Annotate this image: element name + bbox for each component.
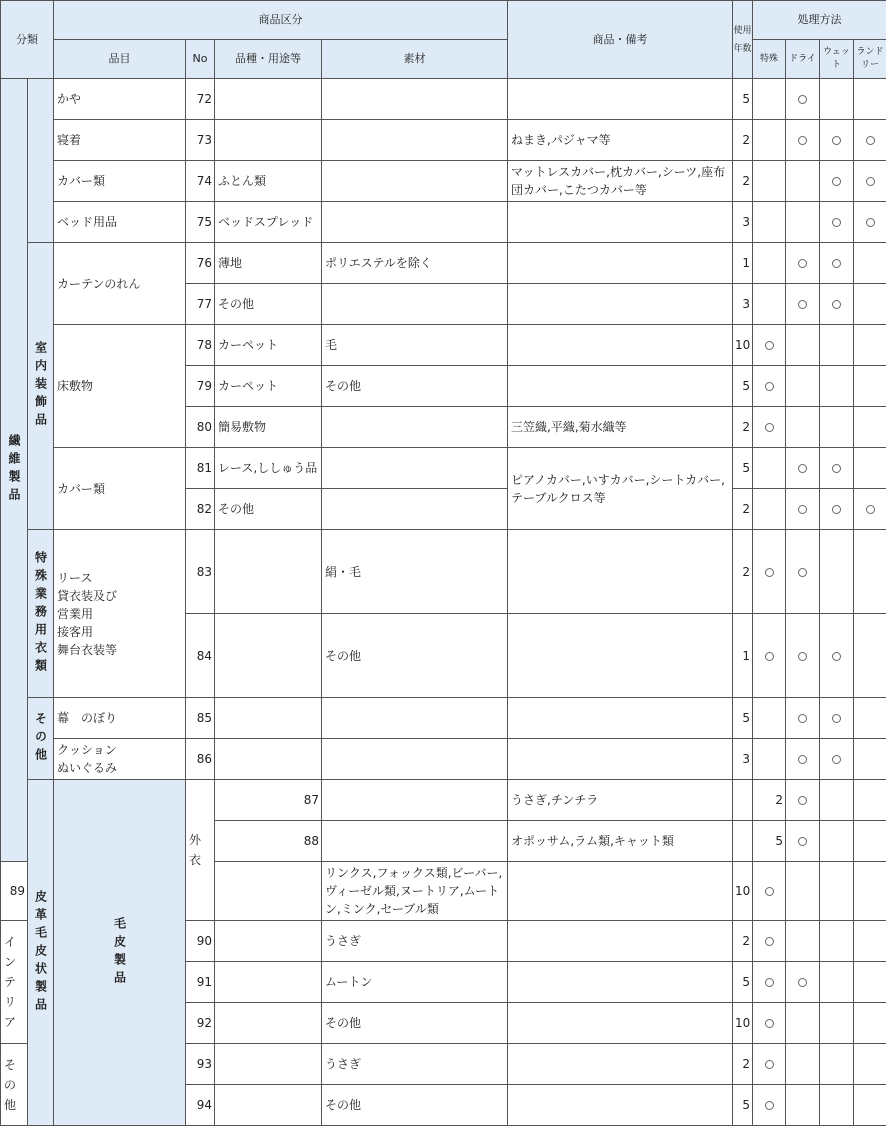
method-cell (854, 79, 886, 120)
method-cell (820, 489, 854, 530)
method-cell (786, 780, 820, 821)
circle-mark-icon (832, 652, 841, 661)
method-cell (786, 243, 820, 284)
row-biko (508, 1044, 733, 1085)
row-biko (508, 921, 733, 962)
header-no: No (186, 40, 215, 79)
category-sonota: その他 (28, 698, 54, 780)
row-biko (508, 698, 733, 739)
circle-mark-icon (832, 300, 841, 309)
row-biko: ピアノカバー,いすカバー,シートカバー,テーブルクロス等 (508, 448, 733, 530)
row-sozai: 毛 (322, 325, 508, 366)
row-no: 79 (186, 366, 215, 407)
method-cell (753, 489, 786, 530)
circle-mark-icon (765, 652, 774, 661)
row-years: 5 (733, 366, 753, 407)
method-cell (786, 202, 820, 243)
method-cell (820, 325, 854, 366)
method-cell (854, 862, 886, 921)
method-cell (854, 1044, 886, 1085)
row-no: 81 (186, 448, 215, 489)
category-tokushu: 特殊業務用衣類 (28, 530, 54, 698)
row-no: 87 (215, 780, 322, 821)
row-years: 10 (733, 862, 753, 921)
row-years: 2 (733, 1044, 753, 1085)
row-sozai (322, 120, 508, 161)
header-sozai: 素材 (322, 40, 508, 79)
row-hinshu: 簡易敷物 (215, 407, 322, 448)
circle-mark-icon (832, 218, 841, 227)
row-biko (733, 780, 753, 821)
row-years: 10 (733, 325, 753, 366)
method-cell (786, 448, 820, 489)
method-cell (753, 739, 786, 780)
method-cell (753, 325, 786, 366)
method-cell (753, 921, 786, 962)
method-cell (786, 614, 820, 698)
row-hinshu (215, 530, 322, 614)
method-cell (786, 739, 820, 780)
row-biko (508, 202, 733, 243)
method-cell (820, 120, 854, 161)
row-years: 2 (753, 780, 786, 821)
circle-mark-icon (765, 1060, 774, 1069)
row-years: 2 (733, 489, 753, 530)
table-row (1, 448, 886, 489)
item-maku: 幕 のぼり (54, 698, 186, 739)
row-hinshu (215, 698, 322, 739)
circle-mark-icon (798, 259, 807, 268)
item-cover: カバー類 (54, 161, 186, 202)
row-biko (508, 325, 733, 366)
method-cell (854, 161, 886, 202)
circle-mark-icon (798, 714, 807, 723)
method-cell (820, 243, 854, 284)
item-curtain: カーテンのれん (54, 243, 186, 325)
method-cell (854, 243, 886, 284)
row-biko: マットレスカバー,枕カバー,シーツ,座布団カバー,こたつカバー等 (508, 161, 733, 202)
circle-mark-icon (765, 382, 774, 391)
row-years: 5 (733, 1085, 753, 1126)
method-cell (820, 1003, 854, 1044)
row-biko (508, 79, 733, 120)
method-cell (753, 698, 786, 739)
circle-mark-icon (765, 568, 774, 577)
header-method-tokushu: 特殊 (753, 40, 786, 79)
circle-mark-icon (765, 1019, 774, 1028)
row-hinshu (215, 79, 322, 120)
method-cell (786, 161, 820, 202)
table-row (1, 780, 886, 821)
table-row (1, 79, 886, 120)
row-years: 3 (733, 739, 753, 780)
row-biko: ねまき,パジャマ等 (508, 120, 733, 161)
row-years: 5 (753, 821, 786, 862)
row-sozai (322, 739, 508, 780)
header-shiyo-nensu: 使用年数 (733, 1, 753, 79)
method-cell (753, 1085, 786, 1126)
item-shingi: 寝着 (54, 120, 186, 161)
row-hinshu: カーペット (215, 325, 322, 366)
circle-mark-icon (765, 887, 774, 896)
row-no: 80 (186, 407, 215, 448)
header-bunrui: 分類 (1, 1, 54, 79)
method-cell (753, 161, 786, 202)
row-sozai (322, 698, 508, 739)
row-biko (508, 1085, 733, 1126)
row-no: 84 (186, 614, 215, 698)
header-hinmoku: 品目 (54, 40, 186, 79)
header-hinshu: 品種・用途等 (215, 40, 322, 79)
method-cell (786, 407, 820, 448)
row-hinshu: ふとん類 (215, 161, 322, 202)
row-years: 2 (733, 161, 753, 202)
method-cell (820, 161, 854, 202)
method-cell (854, 407, 886, 448)
row-years: 2 (733, 407, 753, 448)
row-no: 82 (186, 489, 215, 530)
method-cell (854, 1085, 886, 1126)
row-no: 74 (186, 161, 215, 202)
method-cell (854, 698, 886, 739)
row-sozai (322, 284, 508, 325)
circle-mark-icon (832, 177, 841, 186)
method-cell (820, 202, 854, 243)
method-cell (854, 1003, 886, 1044)
row-biko (508, 530, 733, 614)
circle-mark-icon (832, 136, 841, 145)
circle-mark-icon (798, 978, 807, 987)
method-cell (854, 366, 886, 407)
circle-mark-icon (798, 755, 807, 764)
row-sozai (322, 407, 508, 448)
row-biko (508, 243, 733, 284)
method-cell (854, 284, 886, 325)
row-no: 94 (186, 1085, 215, 1126)
row-years: 5 (733, 698, 753, 739)
row-hinshu (215, 1003, 322, 1044)
row-biko (508, 366, 733, 407)
row-no: 83 (186, 530, 215, 614)
item-sonota-hikaku: その他 (1, 1044, 28, 1126)
row-hinshu (215, 739, 322, 780)
item-gaii: 外衣 (186, 780, 215, 921)
method-cell (820, 284, 854, 325)
row-hinshu (215, 962, 322, 1003)
method-cell (820, 1044, 854, 1085)
method-cell (854, 489, 886, 530)
circle-mark-icon (798, 136, 807, 145)
row-hinshu: ベッドスプレッド (215, 202, 322, 243)
row-sozai: リンクス,フォックス類,ビーバー,ヴィーゼル類,ヌートリア,ムートン,ミンク,セーブル類 (322, 862, 508, 921)
row-biko (508, 962, 733, 1003)
row-sozai (322, 448, 508, 489)
row-biko (733, 821, 753, 862)
row-sozai (322, 202, 508, 243)
method-cell (753, 614, 786, 698)
row-hinshu (215, 1044, 322, 1085)
circle-mark-icon (765, 341, 774, 350)
method-cell (854, 614, 886, 698)
row-no: 90 (186, 921, 215, 962)
row-biko (508, 284, 733, 325)
circle-mark-icon (798, 505, 807, 514)
row-no: 73 (186, 120, 215, 161)
method-cell (786, 921, 820, 962)
method-cell (786, 79, 820, 120)
method-cell (854, 739, 886, 780)
category-shitsunai: 室内装飾品 (28, 243, 54, 530)
row-no: 75 (186, 202, 215, 243)
item-cover-2: カバー類 (54, 448, 186, 530)
method-cell (786, 120, 820, 161)
method-cell (854, 962, 886, 1003)
method-cell (753, 366, 786, 407)
circle-mark-icon (798, 300, 807, 309)
method-cell (820, 1085, 854, 1126)
row-hinshu (215, 120, 322, 161)
method-cell (820, 739, 854, 780)
row-biko (508, 614, 733, 698)
method-cell (786, 698, 820, 739)
table-row (1, 325, 886, 366)
table-row (1, 161, 886, 202)
method-cell (820, 780, 854, 821)
circle-mark-icon (765, 978, 774, 987)
circle-mark-icon (798, 568, 807, 577)
method-cell (786, 1003, 820, 1044)
circle-mark-icon (832, 755, 841, 764)
method-cell (820, 862, 854, 921)
circle-mark-icon (798, 652, 807, 661)
method-cell (854, 325, 886, 366)
circle-mark-icon (765, 1101, 774, 1110)
method-cell (854, 120, 886, 161)
table-row (1, 202, 886, 243)
row-no: 89 (1, 862, 28, 921)
method-cell (820, 530, 854, 614)
row-sozai: オポッサム,ラム類,キャット類 (508, 821, 733, 862)
row-years: 3 (733, 202, 753, 243)
item-cushion: クッション ぬいぐるみ (54, 739, 186, 780)
row-years: 2 (733, 120, 753, 161)
method-cell (786, 862, 820, 921)
method-cell (786, 284, 820, 325)
header-method-dry: ドライ (786, 40, 820, 79)
method-cell (820, 821, 854, 862)
row-no: 76 (186, 243, 215, 284)
method-cell (753, 284, 786, 325)
item-yuka: 床敷物 (54, 325, 186, 448)
row-hinshu (215, 1085, 322, 1126)
row-hinshu: レース,ししゅう品 (215, 448, 322, 489)
category-blank (28, 79, 54, 243)
row-sozai (322, 489, 508, 530)
method-cell (753, 862, 786, 921)
method-cell (786, 366, 820, 407)
header-biko: 商品・備考 (508, 1, 733, 79)
row-hinshu (215, 862, 322, 921)
row-no: 77 (186, 284, 215, 325)
method-cell (786, 1044, 820, 1085)
circle-mark-icon (765, 937, 774, 946)
item-kaya: かや (54, 79, 186, 120)
item-lease: リース 貸衣装及び 営業用 接客用 舞台衣装等 (54, 530, 186, 698)
method-cell (753, 407, 786, 448)
method-cell (820, 448, 854, 489)
method-cell (786, 821, 820, 862)
table-row (1, 120, 886, 161)
table-row (1, 243, 886, 284)
category-hikaku: 皮革毛皮状製品 (28, 780, 54, 1126)
method-cell (854, 530, 886, 614)
table-row (1, 530, 886, 614)
row-sozai: うさぎ,チンチラ (508, 780, 733, 821)
method-cell (753, 79, 786, 120)
row-sozai: その他 (322, 1085, 508, 1126)
method-cell (820, 366, 854, 407)
row-biko (508, 1003, 733, 1044)
method-cell (820, 614, 854, 698)
row-years: 2 (733, 530, 753, 614)
method-cell (854, 448, 886, 489)
circle-mark-icon (866, 177, 875, 186)
header-shohin-kubun: 商品区分 (54, 1, 508, 40)
circle-mark-icon (832, 464, 841, 473)
row-years: 5 (733, 448, 753, 489)
row-biko: 三笠織,平織,菊水織等 (508, 407, 733, 448)
row-years: 3 (733, 284, 753, 325)
row-hinshu: 薄地 (215, 243, 322, 284)
row-years: 2 (733, 921, 753, 962)
row-hinshu (215, 614, 322, 698)
row-sozai: その他 (322, 1003, 508, 1044)
circle-mark-icon (866, 136, 875, 145)
row-sozai (322, 79, 508, 120)
row-sozai: その他 (322, 614, 508, 698)
circle-mark-icon (832, 259, 841, 268)
method-cell (753, 1003, 786, 1044)
item-bed: ベッド用品 (54, 202, 186, 243)
circle-mark-icon (798, 837, 807, 846)
table-row (1, 698, 886, 739)
method-cell (753, 448, 786, 489)
row-years: 5 (733, 962, 753, 1003)
method-cell (753, 202, 786, 243)
circle-mark-icon (798, 796, 807, 805)
method-cell (753, 530, 786, 614)
row-sozai: ムートン (322, 962, 508, 1003)
row-sozai: ポリエステルを除く (322, 243, 508, 284)
row-sozai: うさぎ (322, 921, 508, 962)
category-mohi: 毛皮製品 (54, 780, 186, 1126)
header-shori: 処理方法 (753, 1, 886, 40)
method-cell (820, 407, 854, 448)
method-cell (854, 921, 886, 962)
row-no: 93 (186, 1044, 215, 1085)
row-hinshu (322, 821, 508, 862)
row-no: 92 (186, 1003, 215, 1044)
category-seni: 繊維製品 (1, 79, 28, 862)
method-cell (786, 489, 820, 530)
row-hinshu (322, 780, 508, 821)
row-sozai: その他 (322, 366, 508, 407)
circle-mark-icon (832, 714, 841, 723)
row-hinshu (215, 921, 322, 962)
method-cell (820, 698, 854, 739)
row-years: 5 (733, 79, 753, 120)
method-cell (786, 1085, 820, 1126)
row-years: 1 (733, 614, 753, 698)
row-hinshu: その他 (215, 284, 322, 325)
table-row (1, 739, 886, 780)
circle-mark-icon (765, 423, 774, 432)
method-cell (854, 202, 886, 243)
method-cell (753, 243, 786, 284)
method-cell (820, 921, 854, 962)
circle-mark-icon (866, 505, 875, 514)
row-years: 1 (733, 243, 753, 284)
row-no: 85 (186, 698, 215, 739)
row-no: 72 (186, 79, 215, 120)
method-cell (786, 962, 820, 1003)
row-hinshu: その他 (215, 489, 322, 530)
row-hinshu: カーペット (215, 366, 322, 407)
item-interior: インテリア (1, 921, 28, 1044)
row-biko (508, 862, 733, 921)
method-cell (753, 1044, 786, 1085)
row-no: 86 (186, 739, 215, 780)
method-cell (820, 79, 854, 120)
method-cell (753, 120, 786, 161)
row-no: 91 (186, 962, 215, 1003)
header-method-wet: ウェット (820, 40, 854, 79)
circle-mark-icon (798, 464, 807, 473)
method-cell (820, 962, 854, 1003)
method-cell (854, 821, 886, 862)
row-no: 78 (186, 325, 215, 366)
row-biko (508, 739, 733, 780)
method-cell (786, 530, 820, 614)
circle-mark-icon (832, 505, 841, 514)
row-years: 10 (733, 1003, 753, 1044)
header-method-laundry: ランドリー (854, 40, 886, 79)
circle-mark-icon (866, 218, 875, 227)
row-sozai: うさぎ (322, 1044, 508, 1085)
method-cell (854, 780, 886, 821)
row-sozai (322, 161, 508, 202)
row-no: 88 (215, 821, 322, 862)
row-sozai: 絹・毛 (322, 530, 508, 614)
method-cell (786, 325, 820, 366)
circle-mark-icon (798, 95, 807, 104)
method-cell (753, 962, 786, 1003)
